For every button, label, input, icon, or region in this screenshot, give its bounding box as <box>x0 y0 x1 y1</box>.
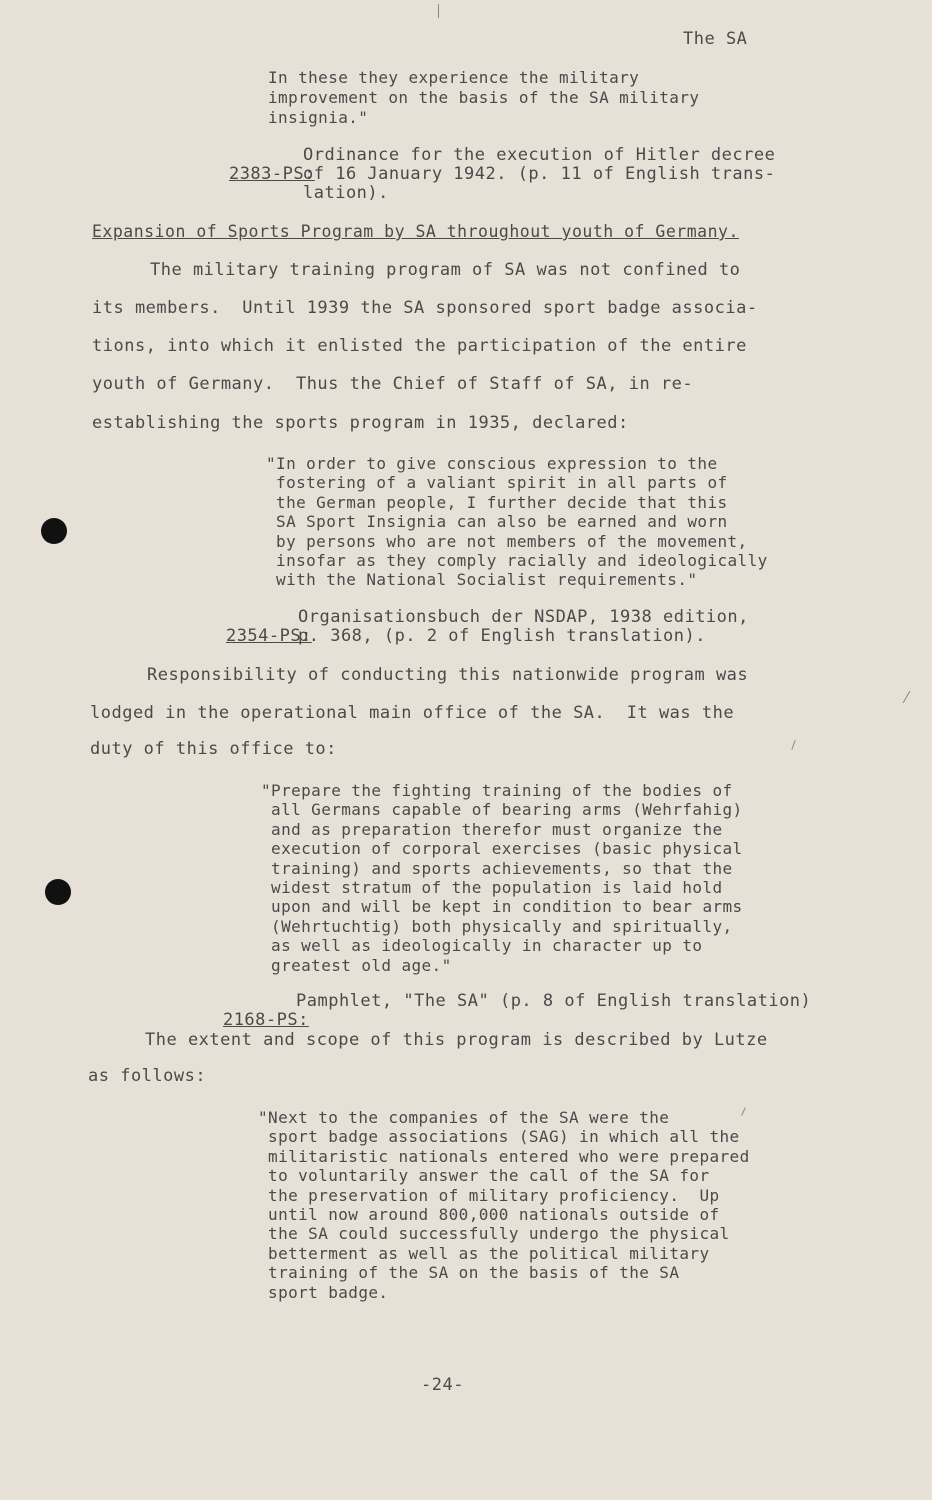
citation-3-label: 2168-PS: <box>222 1010 309 1030</box>
paragraph-1-line: tions, into which it enlisted the participation of the entire <box>92 336 747 356</box>
intro-quote: In these they experience the military improvement on the basis of the SA military insignia." <box>268 68 700 127</box>
citation-2 <box>183 608 312 665</box>
punch-hole-top <box>41 518 67 544</box>
citation-1-label: 2383-PS: <box>228 164 315 184</box>
running-title: The SA <box>683 29 748 49</box>
scan-mark <box>903 691 911 704</box>
block-quote-2: "Prepare the fighting training of the bodies of all Germans capable of bearing arms (Wehrfahig) and as preparation therefor must organize the execution of corporal exercises (basic physical training) and sports achievements, so that the widest stratum of the population is laid hold upon and will be kept in condition to bear arms (Wehrtuchtig) both physically and spiritually, as well as ideologically in character up to greatest old age." <box>261 781 743 975</box>
scan-mark <box>791 740 795 750</box>
paragraph-2-line: lodged in the operational main office of the SA. It was the <box>90 703 735 723</box>
citation-2-text: Organisationsbuch der NSDAP, 1938 edition, p. 368, (p. 2 of English translation). <box>298 607 749 646</box>
paragraph-3-line: as follows: <box>88 1066 207 1086</box>
block-quote-3: "Next to the companies of the SA were the sport badge associations (SAG) in which all the militaristic nationals entered who were prepared to voluntarily answer the call of the SA for the preservation of military proficiency. Up until now around 800,000 nationals outside of the SA could successfully undergo the physical betterment as well as the political military training of the SA on the basis of the SA sport badge. <box>258 1108 750 1302</box>
paragraph-1-line: The military training program of SA was not confined to <box>150 260 741 280</box>
page-number: -24- <box>421 1375 464 1395</box>
paragraph-1-line: youth of Germany. Thus the Chief of Staff of SA, in re- <box>92 374 694 394</box>
paragraph-2-line: duty of this office to: <box>90 739 337 759</box>
paragraph-2-line: Responsibility of conducting this nationwide program was <box>147 665 749 685</box>
paragraph-1-line: establishing the sports program in 1935, declared: <box>92 413 629 433</box>
citation-2-label: 2354-PS: <box>225 626 312 646</box>
section-heading: Expansion of Sports Program by SA throughout youth of Germany. <box>92 222 739 241</box>
paragraph-3-line: The extent and scope of this program is described by Lutze <box>145 1030 768 1050</box>
punch-hole-bottom <box>45 879 71 905</box>
scan-mark <box>438 4 439 18</box>
block-quote-1: "In order to give conscious expression to the fostering of a valiant spirit in all parts of the German people, I further decide that this SA Sport Insignia can also be earned and worn by persons who are not members of the movement, insofar as they comply racially and ideologically with the National Socialist requirements." <box>266 454 768 590</box>
citation-1 <box>186 146 315 203</box>
citation-3-text: Pamphlet, "The SA" (p. 8 of English translation) <box>296 991 812 1011</box>
citation-1-text: Ordinance for the execution of Hitler decree of 16 January 1942. (p. 11 of English trans- lation). <box>303 145 776 203</box>
paragraph-1-line: its members. Until 1939 the SA sponsored sport badge associa- <box>92 298 758 318</box>
